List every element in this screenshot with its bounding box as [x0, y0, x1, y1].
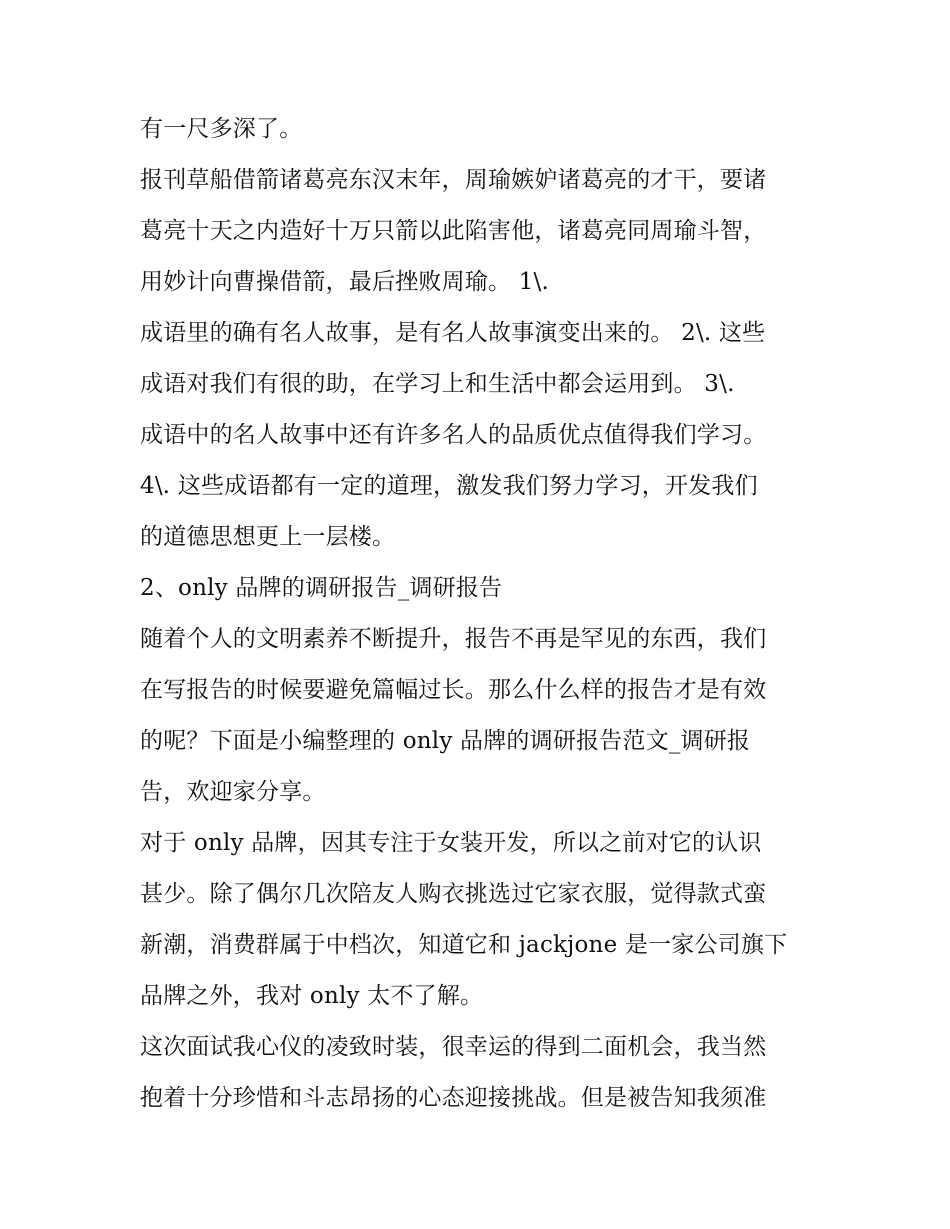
text-line: 有一尺多深了。: [140, 116, 303, 142]
text-line: 对于 only 品牌，因其专注于女装开发，所以之前对它的认识: [140, 830, 762, 856]
text-line: 成语对我们有很的助，在学习上和生活中都会运用到。 3\.: [140, 371, 735, 397]
text-line: 的道德思想更上一层楼。: [140, 524, 396, 550]
text-line: 成语中的名人故事中还有许多名人的品质优点值得我们学习。: [140, 422, 767, 448]
text-line: 成语里的确有名人故事，是有名人故事演变出来的。 2\. 这些: [140, 320, 766, 346]
text-line: 的呢？下面是小编整理的 only 品牌的调研报告范文_调研报: [140, 728, 751, 754]
text-line: 新潮，消费群属于中档次，知道它和 jackjone 是一家公司旗下: [140, 932, 788, 958]
text-line: 品牌之外，我对 only 太不了解。: [140, 983, 484, 1009]
text-line: 用妙计向曹操借箭，最后挫败周瑜。 1\.: [140, 269, 550, 295]
text-line: 在写报告的时候要避免篇幅过长。那么什么样的报告才是有效: [140, 677, 767, 703]
text-line: 这次面试我心仪的凌致时装，很幸运的得到二面机会，我当然: [140, 1034, 767, 1060]
text-line: 4\. 这些成语都有一定的道理，激发我们努力学习，开发我们: [140, 473, 758, 499]
text-line: 甚少。除了偶尔几次陪友人购衣挑选过它家衣服，觉得款式蛮: [140, 881, 767, 907]
text-line: 葛亮十天之内造好十万只箭以此陷害他，诸葛亮同周瑜斗智，: [140, 218, 767, 244]
text-line: 抱着十分珍惜和斗志昂扬的心态迎接挑战。但是被告知我须准: [140, 1085, 767, 1111]
section-heading: 2、only 品牌的调研报告_调研报告: [140, 575, 503, 601]
text-line: 告，欢迎家分享。: [140, 779, 326, 805]
text-line: 随着个人的文明素养不断提升，报告不再是罕见的东西，我们: [140, 626, 767, 652]
text-line: 报刊草船借箭诸葛亮东汉末年，周瑜嫉妒诸葛亮的才干，要诸: [140, 167, 767, 193]
